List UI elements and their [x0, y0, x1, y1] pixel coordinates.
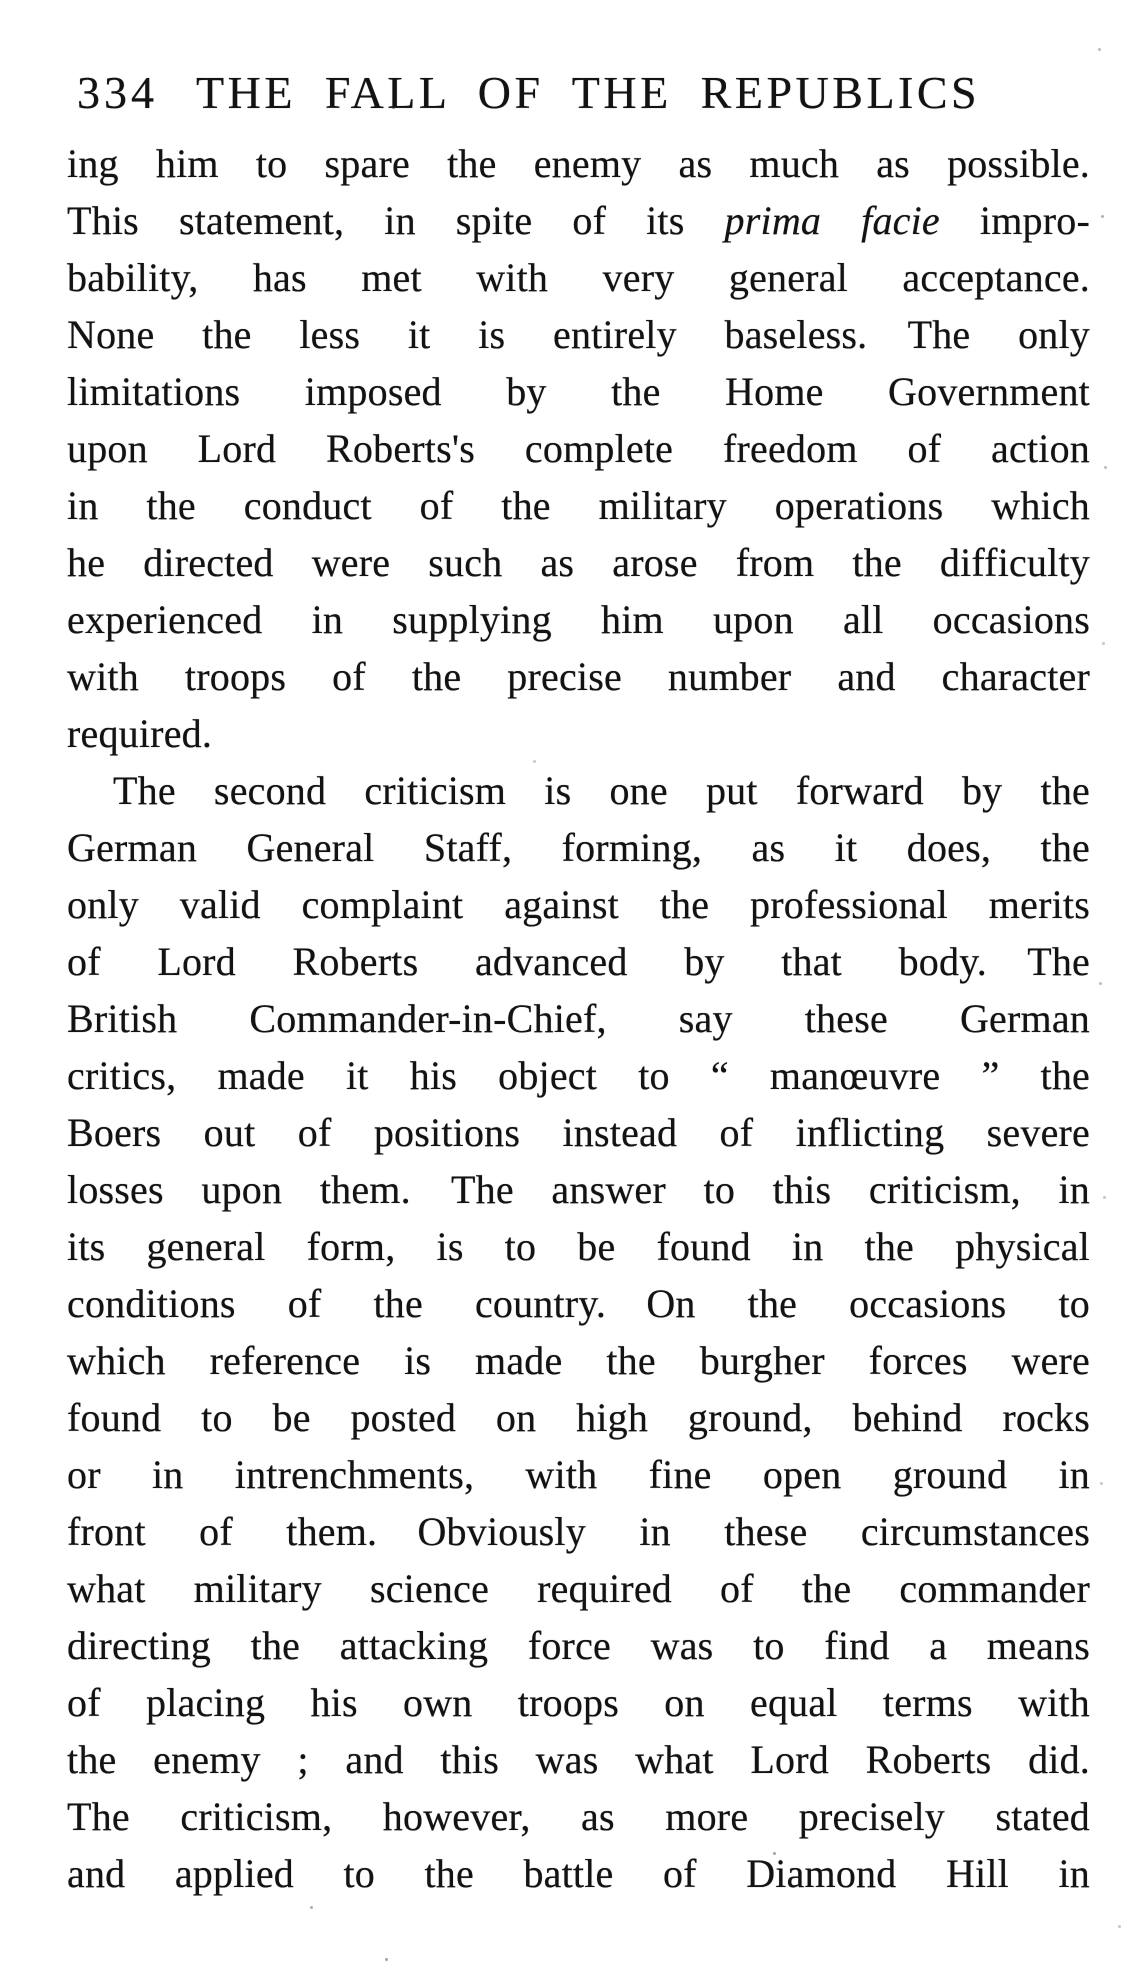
text-line — [67, 363, 1090, 420]
text-segment: impro- — [939, 198, 1090, 243]
text-segment: ing him to spare the enemy as much as possible. — [67, 141, 1090, 186]
text-segment: directing the attacking force was to find a means — [67, 1623, 1090, 1668]
text-segment: This statement, in spite of its — [67, 198, 725, 243]
text-line — [67, 249, 1090, 306]
text-segment: required. — [67, 711, 213, 756]
text-line — [67, 192, 1090, 249]
text-segment: limitations imposed by the Home Government — [67, 369, 1090, 414]
text-segment: losses upon them. The answer to this criticism, in — [67, 1167, 1090, 1212]
text-segment: found to be posted on high ground, behind rocks — [67, 1395, 1090, 1440]
text-segment: Boers out of positions instead of inflicting severe — [67, 1110, 1090, 1155]
text-line — [67, 1218, 1090, 1275]
text-line — [67, 990, 1090, 1047]
text-line — [67, 1161, 1090, 1218]
text-segment: and applied to the battle of Diamond Hill in — [67, 1851, 1090, 1896]
text-line — [67, 1617, 1090, 1674]
text-line — [67, 1845, 1090, 1902]
text-line — [67, 1560, 1090, 1617]
text-segment: which reference is made the burgher forces were — [67, 1338, 1090, 1383]
text-line — [67, 534, 1090, 591]
text-segment: of placing his own troops on equal terms with — [67, 1680, 1090, 1725]
text-segment: The criticism, however, as more precisely stated — [67, 1794, 1090, 1839]
text-line — [67, 1674, 1090, 1731]
page-body — [67, 135, 1090, 1902]
page-header — [67, 66, 1090, 119]
text-segment: of Lord Roberts advanced by that body. The — [67, 939, 1090, 984]
scan-noise — [0, 0, 3, 3]
text-line — [67, 591, 1090, 648]
running-title: THE FALL OF THE REPUBLICS — [196, 67, 981, 118]
text-segment: British Commander-in-Chief, say these German — [67, 996, 1090, 1041]
text-line — [67, 648, 1090, 705]
text-line — [67, 1503, 1090, 1560]
text-line — [67, 876, 1090, 933]
text-line — [67, 1731, 1090, 1788]
text-segment: German General Staff, forming, as it does, the — [67, 825, 1090, 870]
text-line — [67, 1275, 1090, 1332]
text-segment: bability, has met with very general acceptance. — [67, 255, 1090, 300]
text-line — [67, 1446, 1090, 1503]
page-number: 334 — [77, 67, 158, 118]
text-segment: or in intrenchments, with fine open ground in — [67, 1452, 1090, 1497]
text-segment: its general form, is to be found in the physical — [67, 1224, 1090, 1269]
text-segment: in the conduct of the military operations which — [67, 483, 1090, 528]
text-segment: only valid complaint against the professional merits — [67, 882, 1090, 927]
text-line — [67, 1332, 1090, 1389]
text-segment: upon Lord Roberts's complete freedom of action — [67, 426, 1090, 471]
text-line — [67, 1788, 1090, 1845]
text-line — [67, 420, 1090, 477]
text-line — [67, 933, 1090, 990]
text-line — [67, 819, 1090, 876]
italic-text: prima facie — [724, 198, 940, 243]
text-line — [67, 705, 1090, 762]
text-segment: he directed were such as arose from the difficulty — [67, 540, 1090, 585]
text-segment: what military science required of the commander — [67, 1566, 1090, 1611]
text-line — [67, 477, 1090, 534]
text-segment: None the less it is entirely baseless. The only — [67, 312, 1090, 357]
text-segment: with troops of the precise number and character — [67, 654, 1090, 699]
text-line — [67, 762, 1090, 819]
text-line — [67, 306, 1090, 363]
text-segment: The second criticism is one put forward by the — [113, 768, 1090, 813]
text-segment: the enemy ; and this was what Lord Roberts did. — [67, 1737, 1090, 1782]
text-segment: experienced in supplying him upon all occasions — [67, 597, 1090, 642]
text-segment: front of them. Obviously in these circumstances — [67, 1509, 1090, 1554]
text-segment: conditions of the country. On the occasions to — [67, 1281, 1090, 1326]
text-line — [67, 1389, 1090, 1446]
text-segment: critics, made it his object to “ manœuvre ” the — [67, 1053, 1090, 1098]
text-line — [67, 1104, 1090, 1161]
text-line — [67, 135, 1090, 192]
text-line — [67, 1047, 1090, 1104]
